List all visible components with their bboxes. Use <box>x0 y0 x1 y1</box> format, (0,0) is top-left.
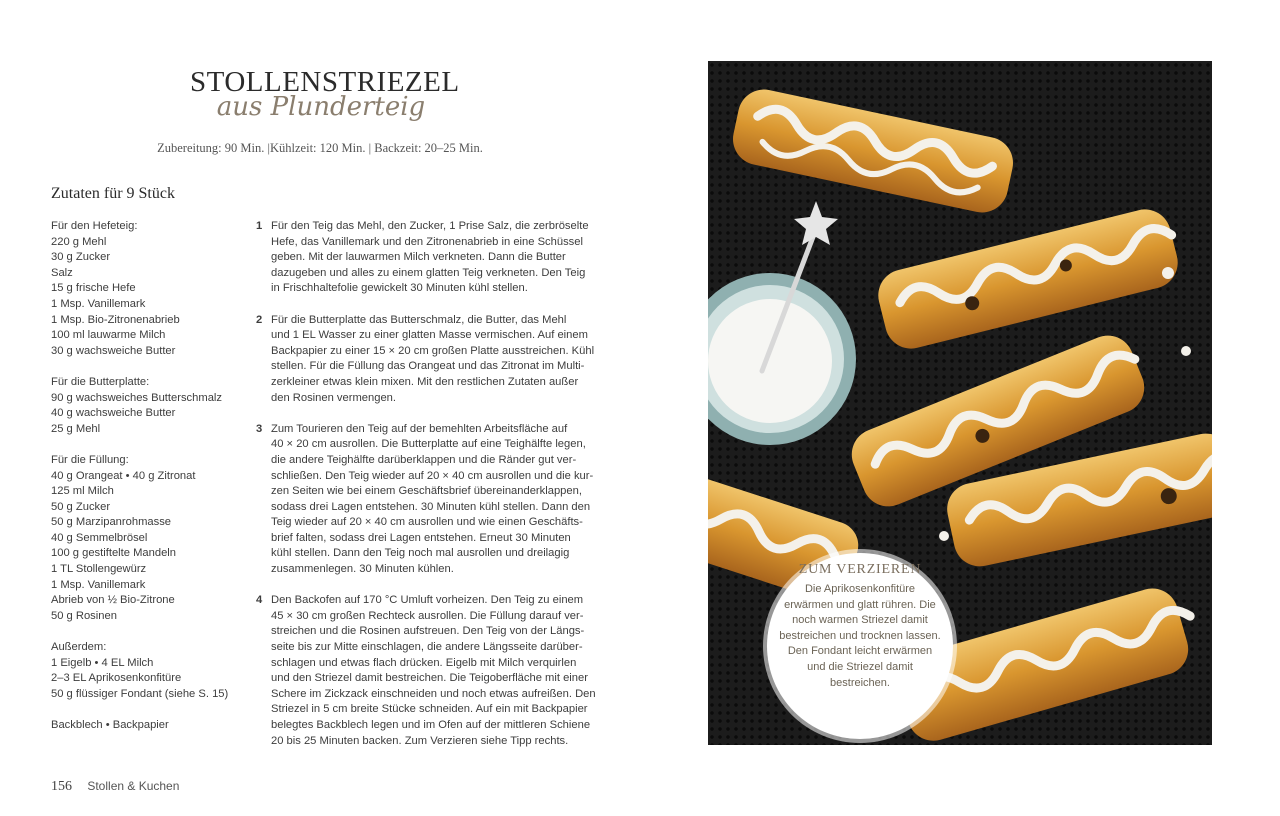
step-text-line: Für die Butterplatte das Butterschmalz, die Butter, das Mehl <box>271 313 567 326</box>
ingredient-group <box>51 219 251 359</box>
tip-text-line: bestreichen. <box>830 676 890 689</box>
instruction-step <box>256 422 594 578</box>
step-text-line: stellen. Für die Füllung das Orangeat und das Zitronat im Multi- <box>271 360 585 373</box>
ingredient-group <box>51 375 251 437</box>
ingredient-line: 40 g Orangeat • 40 g Zitronat <box>51 469 196 482</box>
ingredient-line: 100 g gestiftelte Mandeln <box>51 547 177 560</box>
ingredient-line: 30 g wachsweiche Butter <box>51 344 176 357</box>
step-text-line: seite bis zur Mitte einschlagen, die andere Längsseite darüber- <box>271 641 583 654</box>
tip-title: ZUM VERZIEREN <box>798 562 922 577</box>
ingredient-line: 40 g wachsweiche Butter <box>51 407 176 420</box>
step-text-line: Für den Teig das Mehl, den Zucker, 1 Prise Salz, die zerbröselte <box>271 220 589 232</box>
recipe-title: STOLLENSTRIEZEL <box>190 66 460 98</box>
ingredient-line: 30 g Zucker <box>51 251 111 264</box>
step-number: 1 <box>256 220 263 232</box>
step-text-line: Striezel in 5 cm breite Stücke schneiden. Auf ein mit Backpapier <box>271 703 588 716</box>
tip-text-line: Die Aprikosenkonfitüre <box>804 583 916 595</box>
glaze-bowl <box>708 201 856 445</box>
step-text-line: geben. Mit der lauwarmen Milch verkneten. Dann die Butter <box>271 251 566 264</box>
step-text-line: und den Striezel damit bestreichen. Die Teigoberfläche mit einer <box>271 672 588 685</box>
step-text-line: Backpapier zu einer 15 × 20 cm großen Platte ausstreichen. Kühl <box>271 344 595 357</box>
ingredient-line: 50 g flüssiger Fondant (siehe S. 15) <box>51 687 229 700</box>
tip-text-line: erwärmen und glatt rühren. Die <box>784 598 936 611</box>
tip-text-line: bestreichen und trocknen lassen. <box>779 629 941 642</box>
step-text-line: zusammenlegen. 30 Minuten kühlen. <box>271 563 454 576</box>
step-number: 3 <box>256 422 263 435</box>
ingredient-line: 1 Msp. Vanillemark <box>51 297 146 310</box>
step-text-line: Den Backofen auf 170 °C Umluft vorheizen. Den Teig zu einem <box>271 594 584 607</box>
page-number: 156 <box>51 779 72 794</box>
step-text-line: 45 × 30 cm großen Rechteck ausrollen. Die Füllung darauf ver- <box>271 609 584 622</box>
instructions-list <box>256 219 596 765</box>
step-text-line: schlagen und etwas flach drücken. Eigelb mit Milch verquirlen <box>271 656 577 669</box>
ingredient-line: 50 g Marzipanrohmasse <box>51 516 172 529</box>
ingredient-group <box>51 718 251 734</box>
step-text-line: zen Seiten wie bei einem Geschäftsbrief übereinanderklappen, <box>271 485 582 498</box>
tip-text-line: und die Striezel damit <box>807 660 913 673</box>
ingredient-line: 100 ml lauwarme Milch <box>51 329 166 342</box>
tip-text-line: noch warmen Striezel damit <box>792 614 928 627</box>
step-text-line: und 1 EL Wasser zu einer glatten Masse vermischen. Auf einem <box>271 329 588 342</box>
step-text-line: brief falten, sodass drei Lagen entstehen. Erneut 30 Minuten <box>271 531 571 544</box>
step-text-line: Schere im Zickzack einschneiden und noch etwas aufreißen. Den <box>271 687 596 700</box>
ingredient-line: 220 g Mehl <box>51 235 107 248</box>
ingredient-group <box>51 453 251 625</box>
step-text-line: 40 × 20 cm ausrollen. Die Butterplatte auf eine Teighälfte legen, <box>271 438 586 451</box>
step-text-line: zerkleiner etwas klein mixen. Mit den restlichen Zutaten außer <box>271 375 579 388</box>
ingredient-line: Außerdem: <box>51 641 107 654</box>
tip-text-line: Den Fondant leicht erwärmen <box>787 645 933 658</box>
step-text-line: in Frischhaltefolie gewickelt 30 Minuten kühl stellen. <box>271 282 528 295</box>
ingredient-line: Für die Butterplatte: <box>51 375 150 388</box>
step-text-line: Zum Tourieren den Teig auf der bemehlten Arbeitsfläche auf <box>271 422 568 435</box>
step-text-line: die andere Teighälfte darüberklappen und die Ränder gut ver- <box>271 453 577 466</box>
step-text-line: 20 bis 25 Minuten backen. Zum Verzieren siehe Tipp rechts. <box>271 734 569 747</box>
instruction-step <box>256 593 596 749</box>
ingredient-line: 2–3 EL Aprikosenkonfitüre <box>51 672 182 685</box>
pastry-1 <box>728 85 1018 218</box>
ingredient-line: Abrieb von ½ Bio-Zitrone <box>51 594 175 607</box>
ingredient-line: Backblech • Backpapier <box>51 719 169 731</box>
step-text-line: streichen und die Rosinen aufstreuen. Den Teig von der Längs- <box>271 625 585 638</box>
tip-circle <box>767 553 953 739</box>
recipe-timing: Zubereitung: 90 Min. |Kühlzeit: 120 Min. | Backzeit: 20–25 Min. <box>157 141 483 155</box>
pastry-2 <box>873 204 1183 354</box>
recipe-subtitle: aus Plunderteig <box>216 92 426 122</box>
instruction-step <box>256 313 595 407</box>
step-number: 2 <box>256 313 263 326</box>
ingredient-line: 15 g frische Hefe <box>51 282 136 295</box>
ingredient-line: 1 Msp. Vanillemark <box>51 578 146 591</box>
step-text-line: Hefe, das Vanillemark und den Zitronenabrieb in eine Schüssel <box>271 235 583 248</box>
page-footer <box>51 779 179 795</box>
section-name: Stollen & Kuchen <box>87 779 180 793</box>
step-text-line: schließen. Den Teig wieder auf 20 × 40 cm ausrollen und die kur- <box>271 469 594 482</box>
ingredients-list <box>51 219 251 749</box>
ingredient-line: 1 TL Stollengewürz <box>51 563 147 576</box>
step-text-line: den Rosinen vermengen. <box>271 391 397 404</box>
step-text-line: belegtes Backblech legen und im Ofen auf der mittleren Schiene <box>271 719 591 731</box>
ingredient-line: Für den Hefeteig: <box>51 220 138 232</box>
ingredient-line: Für die Füllung: <box>51 453 129 466</box>
ingredient-line: 1 Eigelb • 4 EL Milch <box>51 656 154 669</box>
instruction-step <box>256 219 589 297</box>
ingredient-line: 25 g Mehl <box>51 422 101 435</box>
step-text-line: kühl stellen. Dann den Teig noch mal ausrollen und dreilagig <box>271 547 570 560</box>
ingredient-line: 50 g Rosinen <box>51 609 117 622</box>
ingredient-line: 50 g Zucker <box>51 500 111 513</box>
step-text-line: Teig wieder auf 20 × 40 cm ausrollen und wie einen Geschäfts- <box>271 516 583 529</box>
ingredient-line: 125 ml Milch <box>51 485 114 498</box>
ingredient-line: 90 g wachsweiches Butterschmalz <box>51 391 222 404</box>
ingredient-line: 40 g Semmelbrösel <box>51 531 148 544</box>
ingredients-heading: Zutaten für 9 Stück <box>51 185 175 202</box>
ingredient-line: Salz <box>51 266 73 279</box>
step-text-line: dazugeben und alles zu einem glatten Teig verkneten. Den Teig <box>271 266 586 279</box>
ingredient-line: 1 Msp. Bio-Zitronenabrieb <box>51 313 180 326</box>
ingredient-group <box>51 640 251 702</box>
step-number: 4 <box>256 594 263 607</box>
tip-text <box>767 582 953 691</box>
step-text-line: sodass drei Lagen entstehen. 30 Minuten kühl stellen. Dann den <box>271 500 591 513</box>
